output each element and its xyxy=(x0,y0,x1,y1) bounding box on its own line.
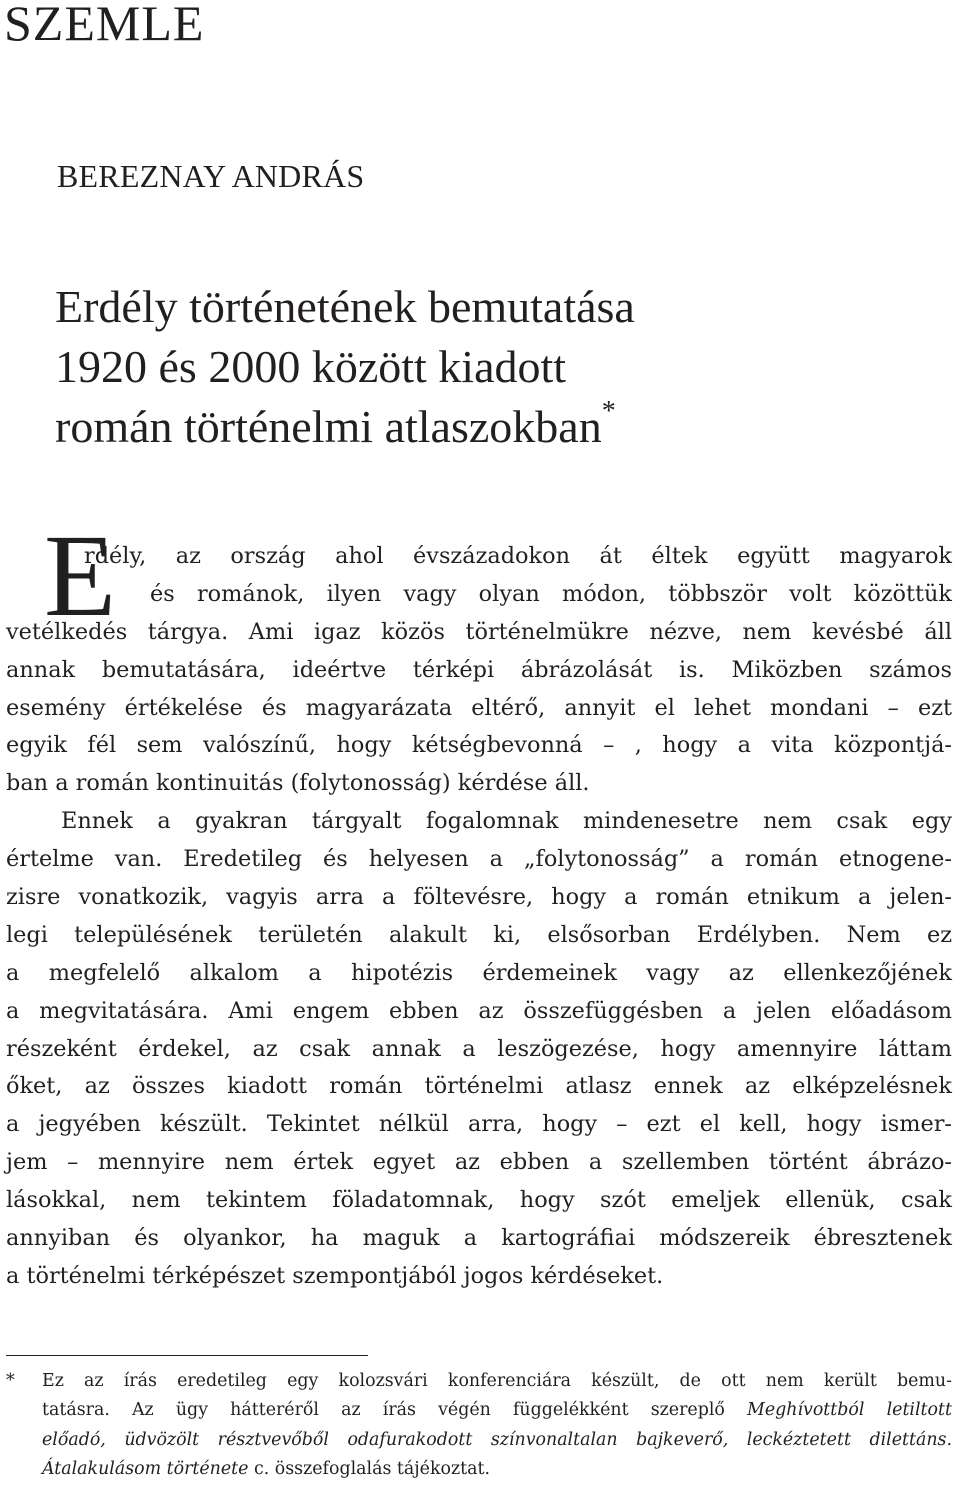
article-body xyxy=(6,538,952,1296)
footnote-italic-title: előadó, üdvözölt résztvevőből odafurakodott színvonaltalan bajkeverő, leckéztetett dilettáns. xyxy=(42,1429,952,1450)
footnote-text: tatásra. Az ügy hátteréről az írás végén függelékként szereplő xyxy=(42,1400,748,1421)
footnote-text: c. összefoglalás tájékoztat. xyxy=(248,1458,490,1479)
footnote-line xyxy=(6,1426,952,1455)
title-footnote-link[interactable]: * xyxy=(601,396,616,427)
body-line: egyik fél sem valószínű, hogy kétségbevonná – , hogy a vita központjá- xyxy=(6,732,952,759)
title-line-3 xyxy=(55,397,935,457)
author-name: BEREZNAY ANDRÁS xyxy=(57,158,365,194)
footnote-italic-title: Átalakulásom története xyxy=(42,1458,249,1479)
body-line: vetélkedés tárgya. Ami igaz közös történelmükre nézve, nem kevésbé áll xyxy=(6,618,952,645)
body-line: rdély, az ország ahol évszázadokon át éltek együtt magyarok xyxy=(84,543,952,569)
body-line: zisre vonatkozik, vagyis arra a föltevésre, hogy a román etnikum a jelen- xyxy=(6,884,952,911)
body-line: a megvitatására. Ami engem ebben az összefüggésben a jelen előadásom xyxy=(6,997,952,1024)
footnote-line xyxy=(6,1396,952,1425)
body-line: a megfelelő alkalom a hipotézis érdemeinek vagy az ellenkezőjének xyxy=(6,959,952,986)
title-line-2: 1920 és 2000 között kiadott xyxy=(55,341,567,392)
footnote-line xyxy=(6,1367,952,1396)
footnote-divider xyxy=(6,1355,368,1356)
title-line-1: Erdély történetének bemutatása xyxy=(55,281,635,332)
body-line: jem – mennyire nem értek egyet az ebben a szellemben történt ábrázo- xyxy=(6,1149,952,1176)
section-heading: SZEMLE xyxy=(4,0,205,51)
body-line: értelme van. Eredetileg és helyesen a „folytonosság” a román etnogene- xyxy=(6,846,952,873)
body-line: ban a román kontinuitás (folytonosság) kérdése áll. xyxy=(6,770,590,797)
body-line: esemény értékelése és magyarázata eltérő, annyit el lehet mondani – ezt xyxy=(6,694,952,721)
body-line: annyiban és olyankor, ha maguk a kartográfiai módszereik ébresztenek xyxy=(6,1225,952,1252)
body-line: Ennek a gyakran tárgyalt fogalomnak mindenesetre nem csak egy xyxy=(61,808,952,835)
footnote xyxy=(6,1367,952,1484)
footnote-text: Ez az írás eredetileg egy kolozsvári konferenciára készült, de ott nem került bemu- xyxy=(42,1371,952,1391)
body-line: a jegyében készült. Tekintet nélkül arra, hogy – ezt el kell, hogy ismer- xyxy=(6,1111,952,1138)
body-line: a történelmi térképészet szempontjából jogos kérdéseket. xyxy=(6,1262,664,1289)
footnote-italic-title: Meghívottból letiltott xyxy=(747,1400,952,1421)
footnote-mark: * xyxy=(6,1371,15,1391)
body-line: részeként érdekel, az csak annak a leszögezése, hogy amennyire láttam xyxy=(6,1035,952,1062)
body-line: őket, az összes kiadott román történelmi atlasz ennek az elképzelésnek xyxy=(6,1073,952,1100)
body-line: lásokkal, nem tekintem föladatomnak, hogy szót emeljek ellenük, csak xyxy=(6,1187,952,1214)
article-title xyxy=(55,277,935,457)
title-line-3-text: román történelmi atlaszokban xyxy=(55,401,602,452)
body-line: annak bemutatására, ideértve térképi ábrázolását is. Miközben számos xyxy=(6,656,952,683)
body-line: legi településének területén alakult ki, elsősorban Erdélyben. Nem ez xyxy=(6,921,952,948)
body-line: és románok, ilyen vagy olyan módon, többször volt közöttük xyxy=(150,580,952,607)
footnote-line xyxy=(6,1455,952,1484)
drop-cap: E xyxy=(44,510,117,641)
